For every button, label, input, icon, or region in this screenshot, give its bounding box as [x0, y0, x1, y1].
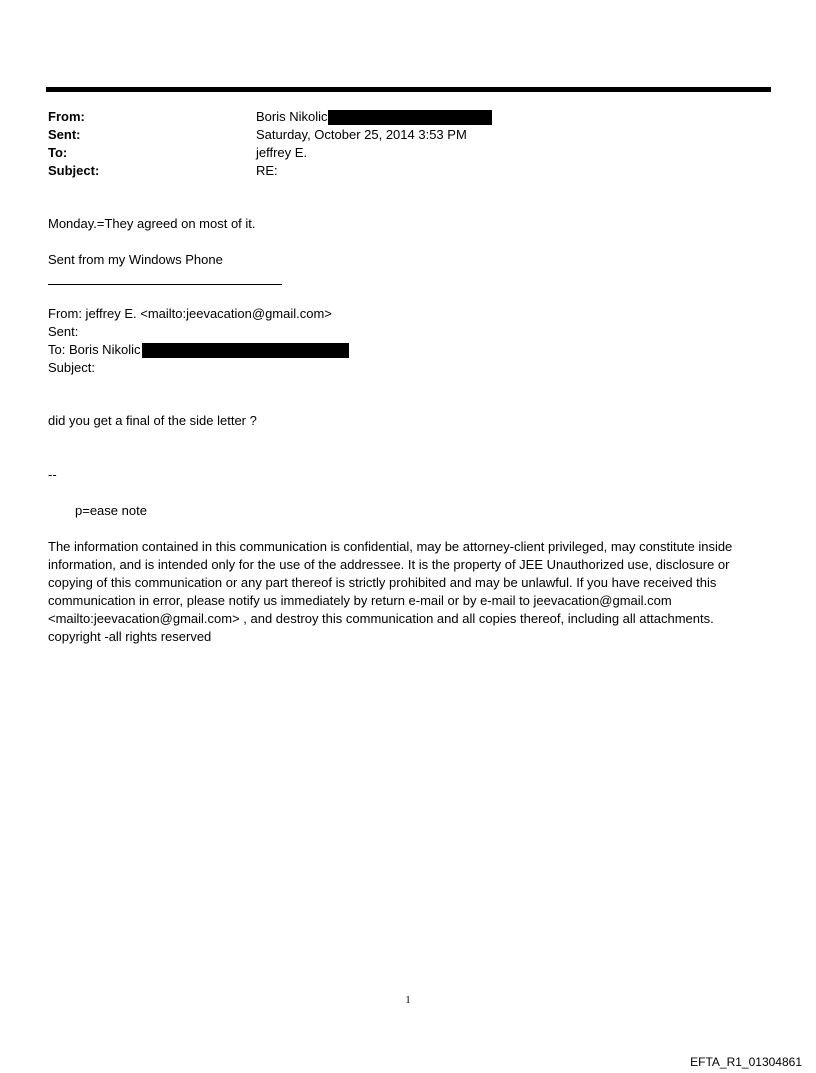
quoted-from: From: jeffrey E. <mailto:jeevacation@gmail.com>: [48, 306, 332, 321]
sent-label: Sent:: [48, 127, 81, 142]
to-value: jeffrey E.: [256, 145, 308, 160]
quoted-to-text: To: Boris Nikolic: [48, 342, 141, 357]
signature: Sent from my Windows Phone: [48, 252, 223, 267]
quoted-message: did you get a final of the side letter ?: [48, 413, 257, 428]
header-rule: [46, 87, 771, 92]
disclaimer: The information contained in this communication is confidential, may be attorney-client privileged, may constitute inside information, and is intended only for the use of the addressee. It is the property of JEE Unauthorized use, disclosure or copying of this communication or any part thereof is strictly prohibited and may be unlawful. If you have received this communication in error, please notify us immediately by return e-mail or by e-mail to jeevacation@gmail.com <mailto:jeevacation@gmail.com> , and destroy this communication and all copies thereof, including all attachments. copyright -all rights reserved: [48, 539, 733, 644]
document-id: EFTA_R1_01304861: [690, 1055, 802, 1069]
from-label: From:: [48, 109, 85, 124]
note-line: p=ease note: [75, 503, 147, 518]
subject-label: Subject:: [48, 163, 100, 178]
quoted-to: [48, 341, 349, 359]
sent-value: Saturday, October 25, 2014 3:53 PM: [256, 127, 467, 142]
signature-dash: --: [48, 467, 57, 482]
separator-line: [48, 284, 282, 285]
subject-value: RE:: [256, 163, 278, 178]
from-row: [48, 108, 748, 126]
sent-row: [48, 126, 748, 144]
redaction-block: [328, 110, 492, 125]
to-row: [48, 144, 748, 162]
sender-name: Boris Nikolic: [256, 109, 328, 124]
from-value: [256, 108, 492, 126]
redaction-block: [142, 343, 349, 358]
quoted-subject: Subject:: [48, 360, 95, 375]
to-label: To:: [48, 145, 68, 160]
subject-row: [48, 162, 748, 180]
page-number: 1: [405, 994, 411, 1006]
email-header: [48, 108, 748, 180]
body-line: Monday.=They agreed on most of it.: [48, 216, 256, 231]
quoted-sent: Sent:: [48, 324, 79, 339]
